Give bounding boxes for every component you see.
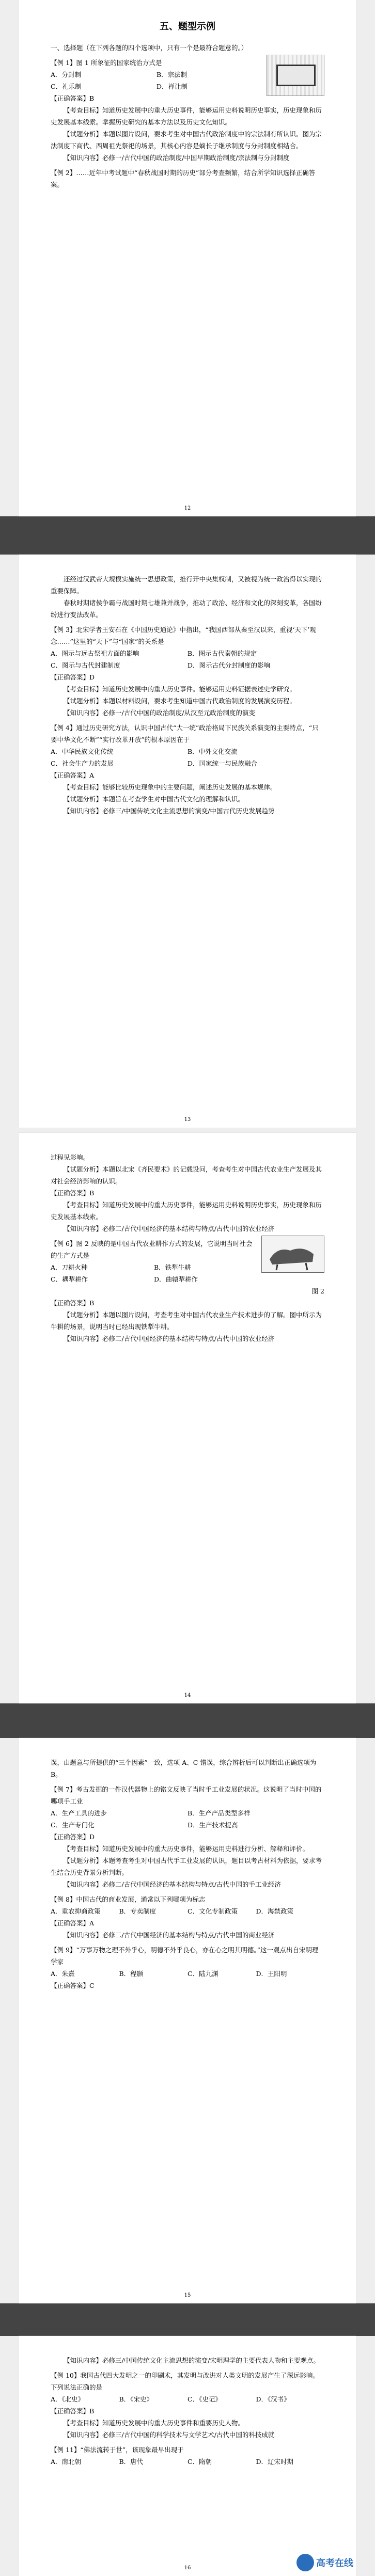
section-heading: 一、选择题（在下列各题的四个选项中，只有一个是最符合题意的。） bbox=[51, 44, 248, 52]
analysis-paragraph: 【考查目标】知道历史发展中的重大历史事件，能够运用史料进行分析、解释和评价。 bbox=[64, 1845, 309, 1853]
correct-answer: 【正确答案】B bbox=[51, 1299, 95, 1307]
question-stem: 【例 1】图 1 所象征的国家统治方式是 bbox=[51, 59, 162, 67]
option: A．南北朝 bbox=[51, 2458, 82, 2466]
analysis-paragraph: 【知识内容】必修三/中国传统文化主流思想的演变/宋明理学的主要代表人物和主要观点。 bbox=[64, 2357, 320, 2364]
question-options bbox=[51, 1807, 324, 1831]
option: D．国家统一与民族融合 bbox=[187, 760, 258, 767]
option: B．中外文化交流 bbox=[187, 748, 238, 755]
option: C．隋朝 bbox=[187, 2458, 212, 2466]
page-number: 12 bbox=[184, 505, 191, 511]
analysis-paragraph: 【知识内容】必修三/古代中国的科学技术与文学艺术/古代中国的科技成就 bbox=[64, 2431, 275, 2439]
analysis-paragraph: 【考查目标】知道历史发展中的重大历史事件。能够运用史料证据表述史学研究。 bbox=[64, 685, 296, 693]
question-stem: 【例 11】“佛法流转于世”，该现象最早出现于 bbox=[51, 2446, 184, 2454]
question-stem: 【例 10】我国古代四大发明之一的印刷术，其发明与改进对人类文明的发展产生了深远影响。下列说法正确的是 bbox=[51, 2372, 319, 2391]
correct-answer: 【正确答案】C bbox=[51, 1982, 95, 1989]
option: A．朱熹 bbox=[51, 1970, 75, 1978]
document-page-16 bbox=[19, 2336, 356, 2576]
question-options bbox=[51, 2456, 324, 2468]
option: C．文化专制政策 bbox=[187, 1907, 238, 1915]
correct-answer: 【正确答案】D bbox=[51, 1833, 95, 1841]
correct-answer: 【正确答案】B bbox=[51, 2407, 95, 2415]
option: D．海禁政策 bbox=[256, 1907, 294, 1915]
question-stem: 【例 2】……近年中考试题中“春秋战国时期的历史”部分考查频繁，结合所学知识选择正确答案。 bbox=[51, 169, 316, 188]
body-paragraph: 还经过汉武帝大规模实施统一思想政策，推行开中央集权制，又被视为统一政治得以实现的重要保障。 bbox=[51, 575, 322, 595]
figure-1-image bbox=[267, 55, 324, 96]
option: B．图示古代秦朝的规定 bbox=[187, 650, 257, 657]
question-options bbox=[51, 2393, 324, 2405]
document-page-15 bbox=[19, 1738, 356, 2303]
analysis-paragraph: 【知识内容】必修二/古代中国经济的基本结构与特点/古代中国的农业经济 bbox=[64, 1225, 275, 1232]
body-paragraph: 误，由题意与所提供的“三个因素”一致，选项 A、C 错误，综合辨析后可以判断出正确选项为 B。 bbox=[51, 1759, 317, 1778]
figure-caption: 图 2 bbox=[311, 1287, 324, 1295]
option: C．图示与古代封建制度 bbox=[51, 661, 120, 669]
option: D．曲辕犁耕作 bbox=[154, 1275, 198, 1283]
question-stem: 【例 6】图 2 反映的是中国古代农业耕作方式的发展，它说明当时社会的生产方式是 bbox=[51, 1240, 253, 1259]
analysis-paragraph: 【试题分析】本题以北宋《齐民要术》的记载设问，考查考生对中国古代农业生产发展及其对社会经济影响的认识。 bbox=[51, 1165, 322, 1185]
question-options bbox=[51, 746, 324, 769]
question-stem: 【例 7】考古发掘的一件汉代器物上的铭文反映了当时手工业发展的状况。这说明了当时中国的哪项手工业 bbox=[51, 1785, 322, 1805]
page-number: 14 bbox=[184, 1693, 191, 1698]
figure-2-image bbox=[261, 1236, 324, 1273]
option: A．图示与远古祭祀方面的影响 bbox=[51, 650, 139, 657]
option: C．《史记》 bbox=[187, 2395, 222, 2403]
option: C．社会生产力的发展 bbox=[51, 760, 114, 767]
document-page-14 bbox=[19, 1133, 356, 1703]
logo-text: 高考在线 bbox=[316, 2558, 353, 2569]
analysis-paragraph: 【考查目标】知道历史发展中的重大历史事件和重要历史人物。 bbox=[64, 2419, 245, 2427]
analysis-paragraph: 【知识内容】必修一/古代中国的政治制度/中国早期政治制度/宗法制与分封制度 bbox=[64, 154, 290, 162]
option: D．禅让制 bbox=[157, 83, 188, 90]
page-number: 16 bbox=[184, 2565, 191, 2571]
question-options bbox=[51, 69, 262, 92]
correct-answer: 【正确答案】A bbox=[51, 771, 95, 779]
option: C．陆九渊 bbox=[187, 1970, 218, 1978]
analysis-paragraph: 【考查目标】知道历史发展中的重大历史事件，能够运用史料说明历史事实，历史现象和历史发展基本线索。 bbox=[51, 1201, 322, 1221]
body-paragraph: 过程见影响。 bbox=[51, 1153, 90, 1161]
option: D．王阳明 bbox=[256, 1970, 287, 1978]
option: C．生产专门化 bbox=[51, 1821, 95, 1829]
option: C．耦犁耕作 bbox=[51, 1275, 88, 1283]
analysis-paragraph: 【试题分析】本题以图片设问，考查考生对中国古代农业生产技术进步的了解。图中所示为牛耕的场景，说明当时已经出现铁犁牛耕。 bbox=[51, 1311, 322, 1331]
page-separator bbox=[0, 516, 375, 555]
body-paragraph: 春秋时期诸侯争霸与战国时期七雄兼并战争，推动了政治、经济和文化的深刻变革，各国纷纷进行变法改革。 bbox=[51, 599, 322, 619]
section-title: 五、题型示例 bbox=[160, 21, 215, 32]
analysis-paragraph: 【试题分析】本题以材料设问，要求考生知道中国古代政治制度的发展演变历程。 bbox=[64, 697, 296, 705]
analysis-paragraph: 【知识内容】必修三/中国传统文化主流思想的演变/中国古代历史发展趋势 bbox=[64, 807, 275, 815]
option: D．辽宋时期 bbox=[256, 2458, 294, 2466]
option: A．分封制 bbox=[51, 71, 82, 78]
question-stem: 【例 9】“万事万物之理不外乎心，明德不外乎良心，亦在心之明其明德。”这一观点出自宋明理学家 bbox=[51, 1946, 319, 1966]
analysis-paragraph: 【知识内容】必修二/古代中国经济的基本结构与特点/古代中国的商业经济 bbox=[64, 1931, 275, 1939]
site-logo[interactable] bbox=[296, 2552, 353, 2573]
question-stem: 【例 8】中国古代的商业发展，通常以下列哪项为标志 bbox=[51, 1895, 206, 1903]
page-number: 15 bbox=[184, 2293, 191, 2298]
analysis-paragraph: 【知识内容】必修二/古代中国经济的基本结构与特点/古代中国的农业经济 bbox=[64, 1335, 275, 1342]
option: D．生产技术提高 bbox=[187, 1821, 238, 1829]
page-separator bbox=[0, 2303, 375, 2336]
question-options bbox=[51, 1905, 324, 1917]
analysis-paragraph: 【考查目标】能够比较历史现象中的主要问题，阐述历史发展的基本规律。 bbox=[64, 783, 277, 791]
option: C．礼乐制 bbox=[51, 83, 82, 90]
page-separator bbox=[0, 1703, 375, 1738]
analysis-paragraph: 【试题分析】本题以图片设问，要求考生对中国古代政治制度中的宗法制有所认识。图为宗法制度下商代、西周祖先祭祀的场景，其核心内容是嫡长子继承制度与分封制度相结合。 bbox=[51, 130, 322, 150]
option: A．刀耕火种 bbox=[51, 1263, 88, 1271]
page-number: 13 bbox=[184, 1117, 191, 1123]
document-page-13 bbox=[19, 555, 356, 1128]
option: B．生产产品类型多样 bbox=[187, 1809, 251, 1817]
option: A．中华民族文化传统 bbox=[51, 748, 114, 755]
option: A．《北史》 bbox=[51, 2395, 85, 2403]
analysis-paragraph: 【考查目标】知道历史发展中的重大历史事件，能够运用史料说明历史事实，历史现象和历史发展基本线索。掌握历史研究的基本方法以及历史文化知识。 bbox=[51, 106, 322, 126]
option: B．《宋史》 bbox=[119, 2395, 153, 2403]
correct-answer: 【正确答案】B bbox=[51, 94, 95, 102]
analysis-paragraph: 【知识内容】必修二/古代中国经济的基本结构与特点/古代中国的手工业经济 bbox=[64, 1880, 281, 1888]
option: A．生产工具的进步 bbox=[51, 1809, 107, 1817]
question-options bbox=[51, 1968, 324, 1980]
question-stem: 【例 4】通过历史研究方法，认识中国古代“大一统”政治格局下民族关系演变的主要特点，“只要中华文化不断”“实行改革开放”的根本原因在于 bbox=[51, 724, 319, 744]
option: B．铁犁牛耕 bbox=[154, 1263, 191, 1271]
question-options bbox=[51, 647, 324, 671]
correct-answer: 【正确答案】A bbox=[51, 1919, 95, 1927]
analysis-paragraph: 【知识内容】必修一/古代中国的政治制度/从汉至元政治制度的演变 bbox=[64, 709, 255, 717]
question-options bbox=[51, 1261, 257, 1285]
option: B．宗法制 bbox=[157, 71, 187, 78]
correct-answer: 【正确答案】B bbox=[51, 1189, 95, 1197]
option: A．重农抑商政策 bbox=[51, 1907, 101, 1915]
logo-mark-icon bbox=[296, 2554, 314, 2571]
document-page-12 bbox=[19, 0, 356, 516]
correct-answer: 【正确答案】D bbox=[51, 673, 95, 681]
question-stem: 【例 3】北宋学者王安石在《中国历史通论》中指出，“我国西部从秦至汉以来，重视‘天下’观念……”这里的“天下”与“国家”的关系是 bbox=[51, 626, 316, 645]
option: D．图示古代分封制度的影响 bbox=[187, 661, 271, 669]
option: B．唐代 bbox=[119, 2458, 144, 2466]
option: B．程颢 bbox=[119, 1970, 144, 1978]
analysis-paragraph: 【试题分析】本题考查考生对中国古代手工业发展的认识，题目以考古材料为依据，要求考生结合历史背景分析判断。 bbox=[51, 1857, 322, 1876]
analysis-paragraph: 【试题分析】本题旨在考查学生对中国古代文化的理解和认识。 bbox=[64, 795, 245, 803]
option: D．《汉书》 bbox=[256, 2395, 290, 2403]
option: B．专卖制度 bbox=[119, 1907, 157, 1915]
